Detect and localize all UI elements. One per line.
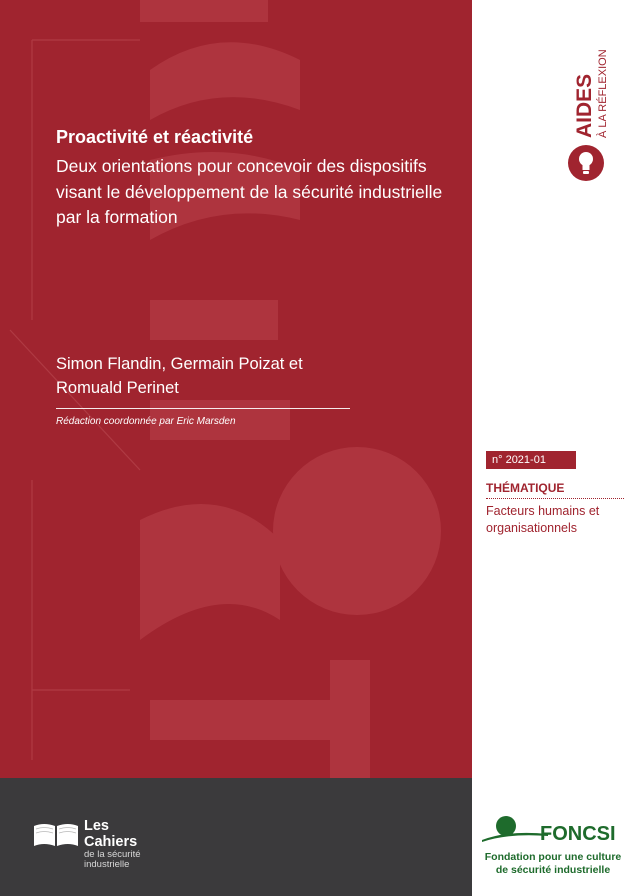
series-name: AIDES	[573, 73, 596, 138]
collection-line-2: Cahiers	[84, 834, 138, 850]
lightbulb-icon	[567, 144, 605, 182]
coordination-note: Rédaction coordonnée par Eric Marsden	[56, 416, 236, 427]
issue-number-badge: n° 2021-01	[486, 451, 576, 469]
authors-line-2: Romuald Perinet	[56, 379, 179, 397]
publisher-tagline-2: de sécurité industrielle	[495, 864, 611, 876]
publisher-name: FONCSI	[540, 823, 616, 845]
authors-divider	[56, 408, 350, 409]
title-block	[56, 126, 456, 231]
series-subtitle: À LA RÉFLEXION	[597, 49, 609, 138]
series-label	[566, 40, 610, 150]
book-icon	[32, 820, 80, 848]
foncsi-logo-icon	[478, 800, 628, 848]
publisher-tagline-1: Fondation pour une culture	[484, 851, 622, 863]
publisher-tagline	[478, 851, 628, 877]
collection-line-1: Les	[84, 818, 109, 834]
thematique-label: THÉMATIQUE	[486, 481, 565, 495]
collection-line-4: industrielle	[84, 859, 130, 870]
thematique-value: Facteurs humains et organisationnels	[486, 504, 600, 535]
page-title: Proactivité et réactivité	[56, 127, 254, 147]
authors	[56, 352, 356, 400]
authors-line-1: Simon Flandin, Germain Poizat et	[56, 355, 303, 373]
thematique-divider	[486, 498, 624, 499]
collection-logo	[84, 818, 141, 870]
collection-line-3: de la sécurité	[84, 849, 141, 860]
page-subtitle: Deux orientations pour concevoir des dispositifs visant le développement de la sécurité industrielle par la formation	[56, 156, 443, 227]
